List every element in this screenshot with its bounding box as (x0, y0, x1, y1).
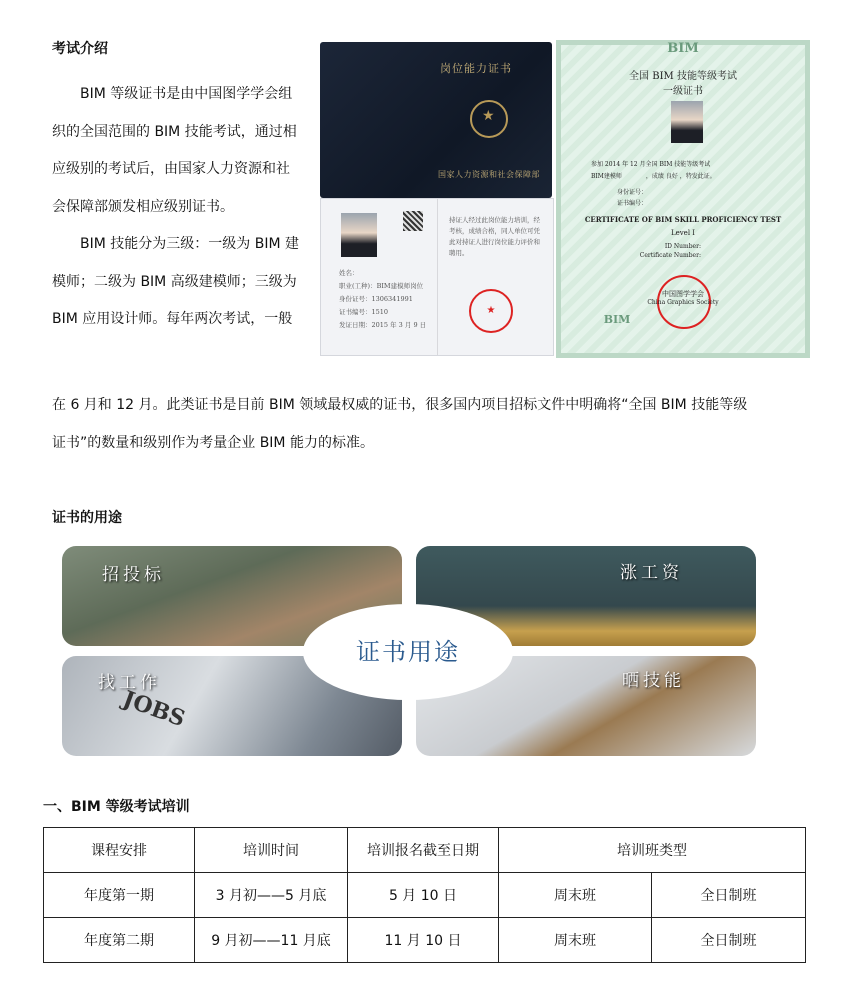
intro-line: BIM 技能分为三级：一级为 BIM 建 (80, 236, 299, 252)
green-cert-title: 全国 BIM 技能等级考试 (629, 71, 737, 82)
intro-line: BIM 等级证书是由中国图学学会组 (80, 86, 293, 102)
certificate-booklet-inner (320, 198, 554, 356)
green-cert-number-label: 证书编号： (617, 200, 648, 207)
table-header: 培训时间 (195, 828, 348, 873)
inner-right-text: 持证人经过此岗位能力培训，经考核，成绩合格，同人单位可凭此对持证人进行岗位能力评价和聘用。 (449, 216, 540, 257)
table-row (44, 873, 806, 918)
table-cell: 11 月 10 日 (348, 918, 499, 963)
certificate-photo (320, 40, 812, 358)
table-row (44, 918, 806, 963)
table-header: 课程安排 (44, 828, 195, 873)
intro-line: 模师；二级为 BIM 高级建模师；三级为 (52, 273, 297, 290)
holder-photo (671, 101, 703, 143)
intro-line: 织的全国范围的 BIM 技能考试，通过相 (52, 123, 297, 140)
holder-photo (341, 213, 377, 257)
bim-corner-logo: BIM (603, 313, 631, 326)
table-cell: 周末班 (499, 918, 652, 963)
green-cert-issuer: 中国图学学会 (662, 290, 704, 298)
inner-field: 姓名： (339, 269, 359, 277)
green-cert-line: 参加 2014 年 12 月全国 BIM 技能等级考试 (591, 161, 711, 168)
green-cert-en-number: Certificate Number: (639, 252, 701, 259)
table-cell: 全日制班 (652, 918, 806, 963)
green-cert-subtitle: 一级证书 (663, 86, 703, 97)
inner-left-fields (339, 267, 435, 332)
inner-field: 身份证号：1306341991 (339, 295, 413, 303)
certificate-usage-graphic (62, 546, 756, 756)
table-cell: 周末班 (499, 873, 652, 918)
intro-line: 会保障部颁发相应级别证书。 (52, 198, 234, 215)
table-header: 培训班类型 (499, 828, 806, 873)
training-table (43, 827, 806, 963)
tile-label: 晒技能 (622, 671, 685, 691)
table-header: 培训报名截至日期 (348, 828, 499, 873)
bim-level-certificate (556, 40, 810, 358)
inner-field: 职业(工种)：BIM建模师岗位 (339, 282, 424, 290)
intro-line: 证书”的数量和级别作为考量企业 BIM 能力的标准。 (52, 434, 374, 451)
green-cert-id-label: 身份证号： (617, 189, 648, 196)
tile-label: 涨工资 (620, 563, 683, 583)
usage-center-text: 证书用途 (356, 638, 460, 666)
inner-field: 发证日期：2015 年 3 月 9 日 (339, 321, 427, 329)
intro-text-narrow (52, 76, 314, 339)
intro-line: 在 6 月和 12 月。此类证书是目前 BIM 领域最权威的证书，很多国内项目招标文件中明确将“全国 BIM 技能等级 (52, 397, 748, 413)
table-cell: 年度第二期 (44, 918, 195, 963)
red-seal-icon: ★ (469, 289, 513, 333)
intro-line: 应级别的考试后，由国家人力资源和社 (52, 161, 290, 177)
usage-heading: 证书的用途 (52, 510, 122, 526)
certificate-booklet-cover (320, 42, 552, 198)
green-cert-en-title: CERTIFICATE OF BIM SKILL PROFICIENCY TEST (584, 215, 782, 224)
bim-logo: BIM (667, 41, 699, 56)
booklet-footer: 国家人力资源和社会保障部 (438, 170, 540, 179)
jobs-newspaper-text: JOBS (119, 685, 189, 733)
booklet-fold (437, 199, 438, 355)
table-cell: 年度第一期 (44, 873, 195, 918)
qr-code-icon (403, 211, 423, 231)
tile-label: 找工作 (98, 673, 161, 693)
national-emblem-icon: ★ (470, 100, 508, 138)
exam-intro-heading: 考试介绍 (52, 41, 108, 57)
green-cert-en-level: Level I (670, 229, 696, 237)
table-cell: 5 月 10 日 (348, 873, 499, 918)
table-cell: 全日制班 (652, 873, 806, 918)
tile-label: 招投标 (102, 565, 165, 585)
green-cert-issuer-en: China Graphics Society (647, 299, 719, 306)
green-cert-line: BIM建模师 ，成绩 良好 ，特发此证。 (591, 173, 716, 180)
intro-text-wide (52, 387, 812, 462)
inner-field: 证书编号：1510 (339, 308, 389, 316)
usage-center-oval (303, 604, 513, 700)
table-cell: 3 月初——5 月底 (195, 873, 348, 918)
table-cell: 9 月初——11 月底 (195, 918, 348, 963)
green-cert-en-id: ID Number: (664, 243, 701, 250)
booklet-title: 岗位能力证书 (440, 62, 512, 75)
table-header-row (44, 828, 806, 873)
training-heading: 一、BIM 等级考试培训 (43, 799, 190, 815)
intro-line: BIM 应用设计师。每年两次考试，一般 (52, 311, 293, 327)
